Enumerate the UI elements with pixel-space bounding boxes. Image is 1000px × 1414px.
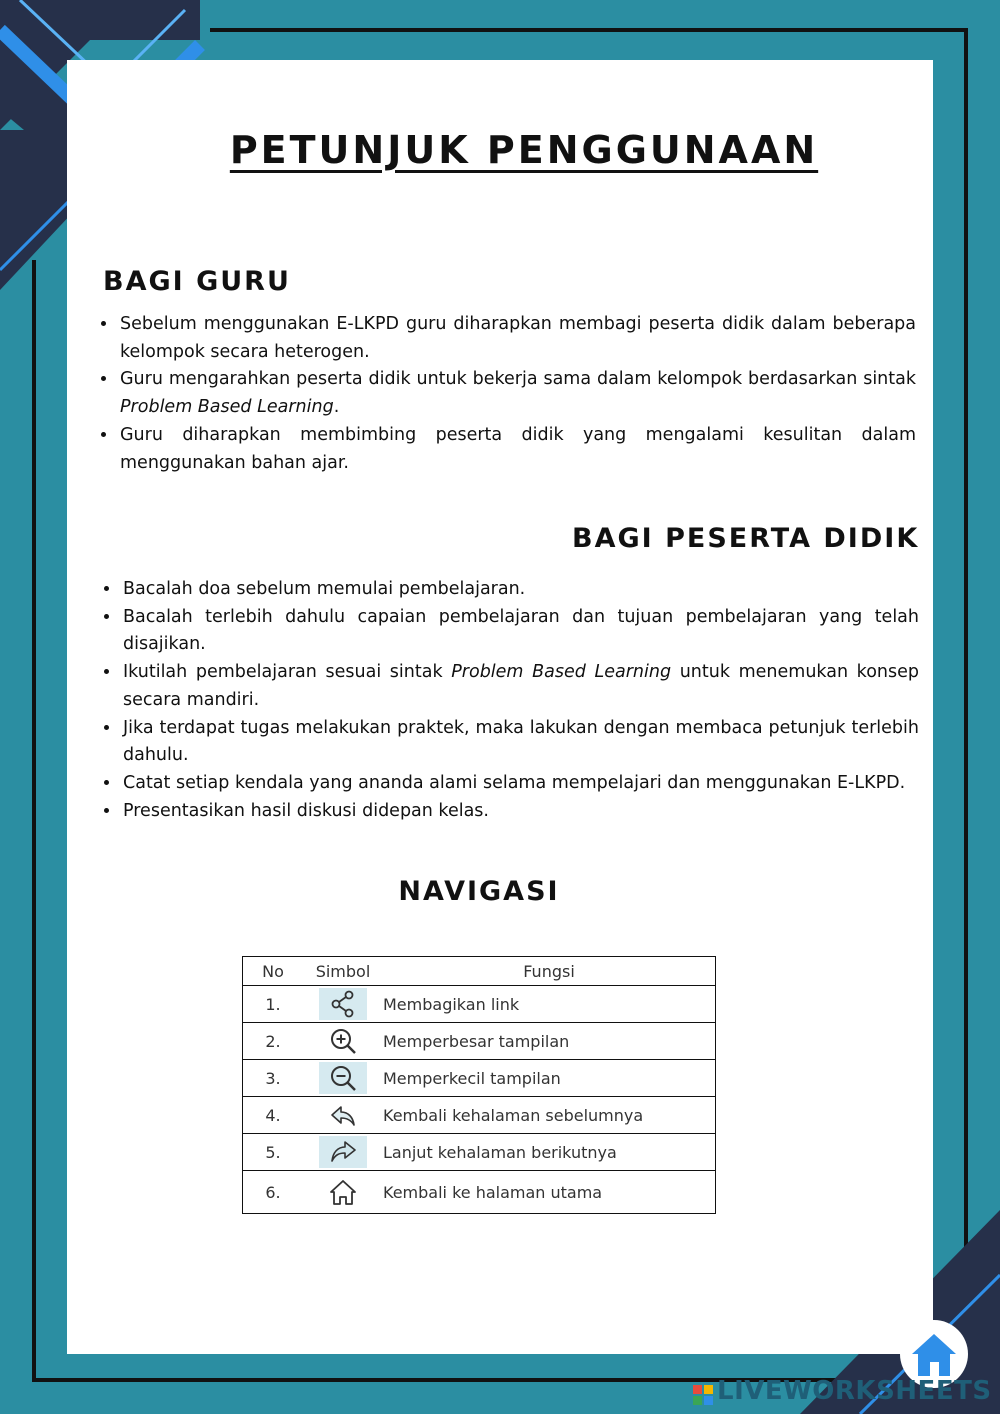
list-item: • Ikutilah pembelajaran sesuai sintak Problem Based Learning untuk menemukan konsep secara mandiri. [121,659,919,714]
liveworksheets-logo [693,1376,992,1406]
row-fungsi: Kembali ke halaman utama [383,1171,716,1214]
page-title: PETUNJUK PENGGUNAAN [229,128,819,172]
list-item: • Sebelum menggunakan E-LKPD guru diharapkan membagi peserta didik dalam beberapa kelompok secara heterogen. [118,311,916,366]
list-item: • Bacalah terlebih dahulu capaian pembelajaran dan tujuan pembelajaran yang telah disajikan. [121,604,919,659]
back-arrow-icon [319,1099,367,1131]
table-row [243,1171,716,1214]
table-row [243,1097,716,1134]
guru-list [100,311,916,477]
row-fungsi: Kembali kehalaman sebelumnya [383,1097,716,1134]
navigation-table [242,956,716,1214]
list-item: • Catat setiap kendala yang ananda alami selama mempelajari dan menggunakan E-LKPD. [121,770,919,798]
section-heading-peserta: BAGI PESERTA DIDIK [572,523,920,554]
table-row [243,1023,716,1060]
table-row [243,1060,716,1097]
row-no: 5. [243,1134,304,1171]
table-row [243,1134,716,1171]
section-heading-guru: BAGI GURU [103,266,291,297]
row-fungsi: Memperkecil tampilan [383,1060,716,1097]
table-row [243,986,716,1023]
header-fungsi: Fungsi [383,957,716,986]
list-item: • Guru diharapkan membimbing peserta didik yang mengalami kesulitan dalam menggunakan bahan ajar. [118,422,916,477]
header-simbol: Simbol [303,957,383,986]
zoom-in-icon [319,1025,367,1057]
peserta-list [103,576,919,825]
logo-squares-icon [693,1382,713,1402]
list-item: • Jika terdapat tugas melakukan praktek, maka lakukan dengan membaca petunjuk terlebih dahulu. [121,715,919,770]
row-fungsi: Membagikan link [383,986,716,1023]
watermark-text: LIVEWORKSHEETS [717,1376,992,1406]
row-no: 4. [243,1097,304,1134]
row-no: 2. [243,1023,304,1060]
list-item: • Presentasikan hasil diskusi didepan kelas. [121,798,919,826]
list-item: • Guru mengarahkan peserta didik untuk bekerja sama dalam kelompok berdasarkan sintak Problem Based Learning. [118,366,916,421]
section-heading-navigasi: NAVIGASI [398,876,560,907]
list-item: • Bacalah doa sebelum memulai pembelajaran. [121,576,919,604]
share-icon [319,988,367,1020]
row-no: 1. [243,986,304,1023]
row-fungsi: Lanjut kehalaman berikutnya [383,1134,716,1171]
row-no: 6. [243,1171,304,1214]
zoom-out-icon [319,1062,367,1094]
table-header-row [243,957,716,986]
row-fungsi: Memperbesar tampilan [383,1023,716,1060]
forward-arrow-icon [319,1136,367,1168]
header-no: No [243,957,304,986]
row-no: 3. [243,1060,304,1097]
home-icon [319,1176,367,1208]
